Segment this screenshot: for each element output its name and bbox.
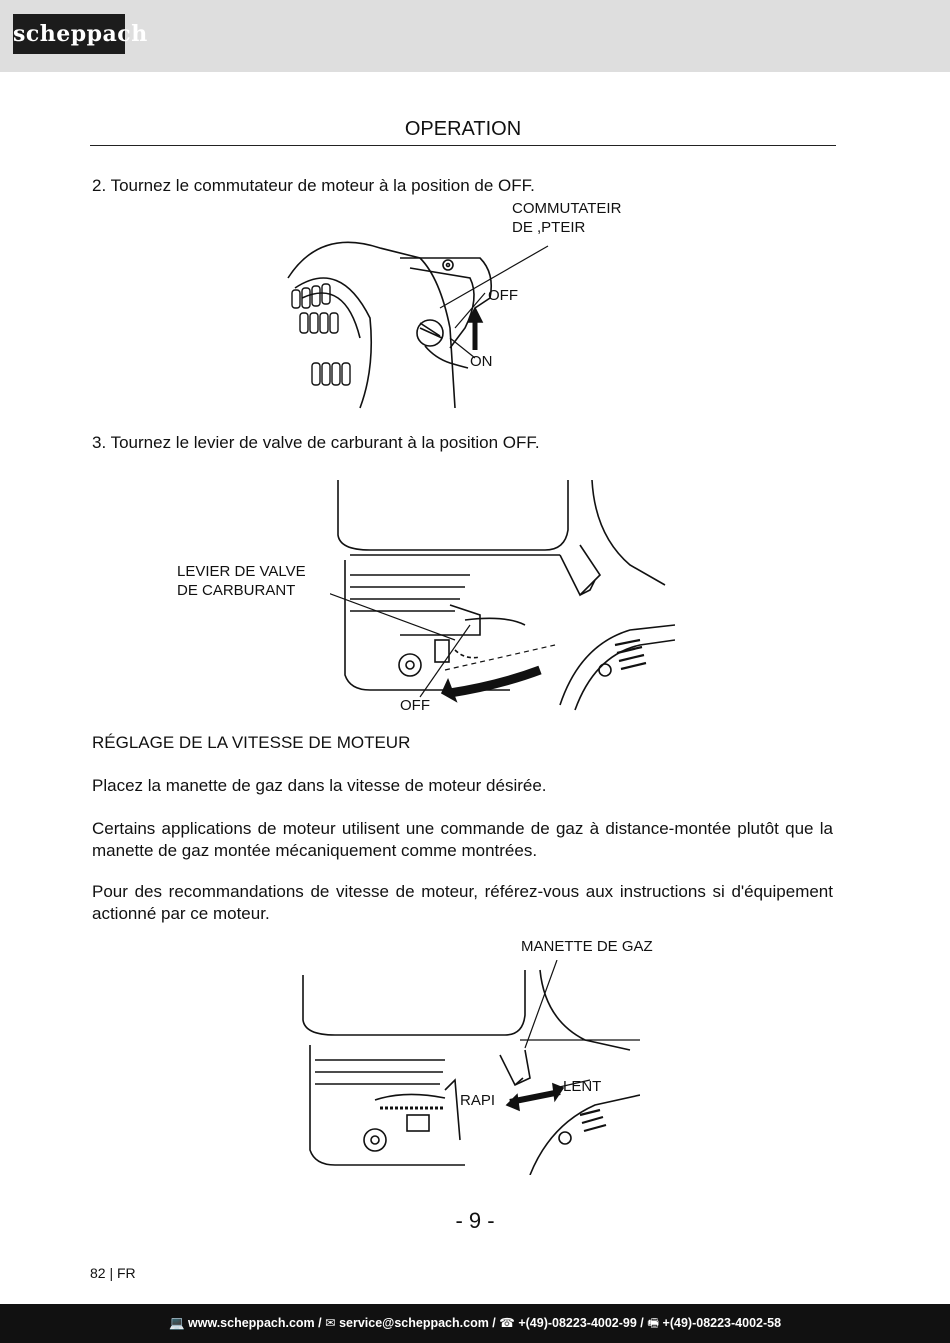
throttle-lever-illustration: [295, 960, 640, 1175]
mail-icon: ✉: [325, 1316, 336, 1330]
step3-instruction: 3. Tournez le levier de valve de carburant à la position OFF.: [92, 433, 540, 452]
switch-off-label: OFF: [488, 287, 518, 304]
switch-on-label: ON: [470, 353, 493, 370]
engine-switch-illustration: [280, 218, 570, 418]
throttle-fast-label: RAPI: [460, 1092, 496, 1109]
page-number: - 9 -: [455, 1208, 495, 1233]
throttle-slow-label: LENT: [563, 1078, 602, 1095]
footer-contact: [0, 1304, 950, 1343]
speed-heading: RÉGLAGE DE LA VITESSE DE MOTEUR: [92, 733, 411, 752]
computer-icon: 💻: [168, 1316, 185, 1330]
phone-icon: ☎: [499, 1316, 515, 1330]
fuel-lever-label-line2: DE CARBURANT: [177, 582, 296, 599]
fuel-lever-label-line1: LEVIER DE VALVE: [177, 563, 306, 580]
engine-switch-label-line1: COMMUTATEIR: [512, 200, 622, 217]
footer-fax: +(49)-08223-4002-58: [662, 1316, 782, 1330]
speed-paragraph-1: Placez la manette de gaz dans la vitesse de moteur désirée.: [92, 776, 547, 795]
page-reference: 82 | FR: [90, 1265, 136, 1281]
footer-phone: +(49)-08223-4002-99 /: [518, 1316, 644, 1330]
step2-instruction: 2. Tournez le commutateur de moteur à la position de OFF.: [92, 176, 535, 195]
footer-email[interactable]: service@scheppach.com /: [339, 1316, 496, 1330]
throttle-label: MANETTE DE GAZ: [521, 938, 653, 955]
fax-icon: 🖷: [647, 1316, 660, 1330]
title-divider: [90, 145, 836, 146]
scheppach-logo: scheppach: [13, 14, 125, 54]
engine-switch-label-line2: DE ,PTEIR: [512, 219, 586, 236]
fuel-valve-illustration: [330, 475, 675, 715]
section-title: OPERATION: [404, 118, 522, 140]
fuel-off-label: OFF: [400, 697, 430, 714]
footer-website[interactable]: www.scheppach.com /: [188, 1316, 322, 1330]
speed-paragraph-3: Pour des recommandations de vitesse de moteur, référez-vous aux instructions si d'équipement actionné par ce moteur.: [92, 882, 833, 923]
speed-paragraph-2: Certains applications de moteur utilisent une commande de gaz à distance-montée plutôt que la manette de gaz montée mécaniquement comme montrées.: [92, 819, 833, 860]
